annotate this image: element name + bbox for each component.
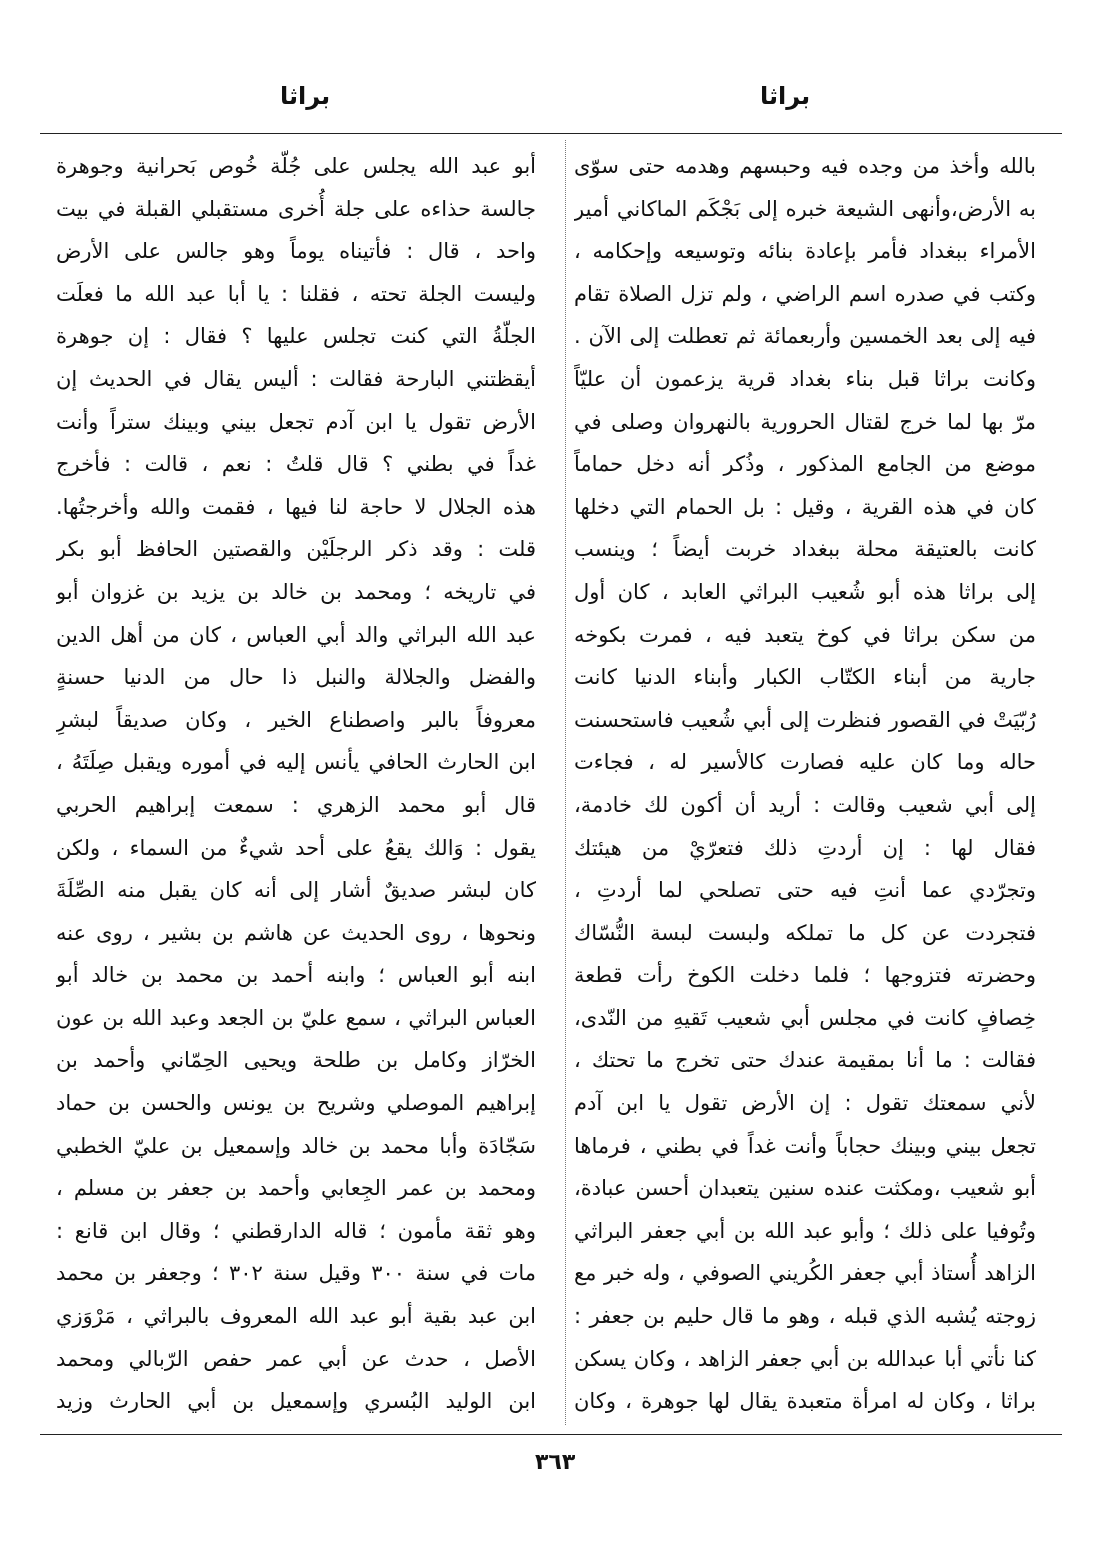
text-line: مات في سنة ٣٠٠ وقيل سنة ٣٠٢ ؛ وجعفر بن محمد (56, 1261, 536, 1286)
text-line: حاله وما كان عليه فصارت كالأسير له ، فجاءت (574, 750, 1036, 775)
header-rule (40, 133, 1062, 134)
text-line: قال أبو محمد الزهري : سمعت إبراهيم الحربي (56, 792, 536, 817)
text-line: الأمراء ببغداد فأمر بإعادة بنائه وتوسيعه وإحكامه ، (574, 239, 1036, 264)
text-line: يقول : وَالك يقعُ على أحد شيءٌ من السماء ، ولكن (56, 835, 536, 860)
text-line: أبو شعيب ،ومكثت عنده سنين يتعبدان أحسن عبادة، (574, 1176, 1036, 1201)
text-line: والفضل والجلالة والنبل ذا حال من الدنيا حسنةٍ (56, 665, 536, 690)
text-line: إبراهيم الموصلي وشريح بن يونس والحسن بن حماد (56, 1091, 536, 1116)
text-line: مرّ بها لما خرج لقتال الحرورية بالنهروان وصلى في (574, 409, 1036, 434)
text-line: ونحوها ، روى الحديث عن هاشم بن بشير ، روى عنه (56, 920, 536, 945)
text-line: لأني سمعتك تقول : إن الأرض تقول يا ابن آدم (574, 1091, 1036, 1116)
text-line: ومحمد بن عمر الجِعابي وأحمد بن جعفر بن مسلم ، (56, 1176, 536, 1201)
text-line: فقال لها : إن أردتِ ذلك فتعرّيْ من هيئتك (574, 835, 1036, 860)
text-line: به الأرض،وأنهى الشيعة خبره إلى بَجْكَم الماكاني أمير (574, 196, 1036, 221)
text-line: كان في هذه القرية ، وقيل : بل الحمام التي دخلها (574, 494, 1036, 519)
running-header-right: براثا (760, 82, 811, 110)
text-line: الزاهد أُستاذ أبي جعفر الكُريني الصوفي ، وله خبر مع (574, 1261, 1036, 1286)
footer-rule (40, 1434, 1062, 1435)
text-line: سَجّادَة وأبا محمد بن خالد وإسمعيل بن عليّ الخطبي (56, 1133, 536, 1158)
text-line: براثا ، وكان له امرأة متعبدة يقال لها جوهرة ، وكان (574, 1389, 1036, 1414)
text-line: أيقظتني البارحة فقالت : أليس يقال في الحديث إن (56, 366, 536, 391)
text-line: ابن الحارث الحافي يأنس إليه في أموره ويقبل صِلَتَهُ ، (56, 750, 536, 775)
page-number: ٣٦٣ (535, 1450, 576, 1475)
text-line: هذه الجلال لا حاجة لنا فيها ، فقمت والله وأخرجتُها. (56, 494, 536, 519)
left-column (56, 145, 536, 1423)
text-line: فتجردت عن كل ما تملكه ولبست لبسة النُّسّاك (574, 920, 1036, 945)
text-line: إلى أبي شعيب وقالت : أريد أن أكون لك خادمة، (574, 792, 1036, 817)
running-header-left: براثا (280, 82, 331, 110)
text-line: وليست الجلة تحته ، فقلنا : يا أبا عبد الله ما فعلَت (56, 281, 536, 306)
text-line: وتجرّدي عما أنتِ فيه حتى تصلحي لما أردتِ ، (574, 878, 1036, 903)
text-line: فقالت : ما أنا بمقيمة عندك حتى تخرج ما تحتك ، (574, 1048, 1036, 1073)
text-line: العباس البراثي ، سمع عليّ بن الجعد وعبد الله بن عون (56, 1005, 536, 1030)
text-line: الجلّةُ التي كنت تجلس عليها ؟ فقال : إن جوهرة (56, 324, 536, 349)
text-line: زوجته يُشبه الذي قبله ، وهو ما قال حليم بن جعفر : (574, 1304, 1036, 1329)
text-line: الأرض تقول يا ابن آدم تجعل بيني وبينك ستراً وأنت (56, 409, 536, 434)
text-line: جالسة حذاءه على جلة أُخرى مستقبلي القبلة في بيت (56, 196, 536, 221)
text-line: وهو ثقة مأمون ؛ قاله الدارقطني ؛ وقال ابن قانع : (56, 1218, 536, 1243)
text-line: رُبّيَتْ في القصور فنظرت إلى أبي شُعيب فاستحسنت (574, 707, 1036, 732)
text-line: إلى براثا هذه أبو شُعيب البراثي العابد ، كان أول (574, 579, 1036, 604)
text-line: وكانت براثا قبل بناء بغداد قرية يزعمون أن عليّاً (574, 366, 1036, 391)
text-line: كانت بالعتيقة محلة ببغداد خربت أيضاً ؛ وينسب (574, 537, 1036, 562)
text-line: معروفاً بالبر واصطناع الخير ، وكان صديقاً لبشرِ (56, 707, 536, 732)
text-line: موضع من الجامع المذكور ، وذُكر أنه دخل حماماً (574, 452, 1036, 477)
text-line: وكتب في صدره اسم الراضي ، ولم تزل الصلاة تقام (574, 281, 1036, 306)
text-line: غداً في بطني ؟ قال قلتُ : نعم ، قالت : فأخرج (56, 452, 536, 477)
text-line: بالله وأخذ من وجده فيه وحبسهم وهدمه حتى سوّى (574, 154, 1036, 178)
right-column (574, 145, 1036, 1423)
text-line: ابن الوليد البُسري وإسمعيل بن أبي الحارث وزيد (56, 1389, 536, 1414)
text-line: وحضرته فتزوجها ؛ فلما دخلت الكوخ رأت قطعة (574, 963, 1036, 988)
text-line: تجعل بيني وبينك حجاباً وأنت غداً في بطني ، فرماها (574, 1133, 1036, 1158)
text-line: قلت : وقد ذكر الرجلَيْن والقصتين الحافظ أبو بكر (56, 537, 536, 562)
text-line: فيه إلى بعد الخمسين وأربعمائة ثم تعطلت إلى الآن . (574, 324, 1036, 349)
text-line: الأصل ، حدث عن أبي عمر حفص الرّبالي ومحمد (56, 1346, 536, 1371)
text-line: في تاريخه ؛ ومحمد بن خالد بن يزيد بن غزوان أبو (56, 579, 536, 604)
text-line: الخرّاز وكامل بن طلحة ويحيى الحِمّاني وأحمد بن (56, 1048, 536, 1073)
text-line: واحد ، قال : فأتيناه يوماً وهو جالس على الأرض (56, 239, 536, 264)
column-divider (565, 140, 566, 1425)
text-line: من سكن براثا في كوخ يتعبد فيه ، فمرت بكوخه (574, 622, 1036, 647)
text-line: أبو عبد الله يجلس على جُلّة خُوص بَحرانية وجوهرة (56, 154, 536, 178)
text-line: كنا نأتي أبا عبدالله بن أبي جعفر الزاهد ، وكان يسكن (574, 1346, 1036, 1371)
text-line: خِصافٍ كانت في مجلس أبي شعيب تَقيهِ من النّدى، (574, 1005, 1036, 1030)
text-line: ابن عبد بقية أبو عبد الله المعروف بالبراثي ، مَرْوَزي (56, 1304, 536, 1329)
text-line: كان لبشر صديقٌ أشار إلى أنه كان يقبل منه الصِّلَةَ (56, 878, 536, 903)
text-line: عبد الله البراثي والد أبي العباس ، كان من أهل الدين (56, 622, 536, 647)
text-line: جارية من أبناء الكتّاب الكبار وأبناء الدنيا كانت (574, 665, 1036, 690)
text-line: وتُوفيا على ذلك ؛ وأبو عبد الله بن أبي جعفر البراثي (574, 1218, 1036, 1243)
text-line: ابنه أبو العباس ؛ وابنه أحمد بن محمد بن خالد أبو (56, 963, 536, 988)
